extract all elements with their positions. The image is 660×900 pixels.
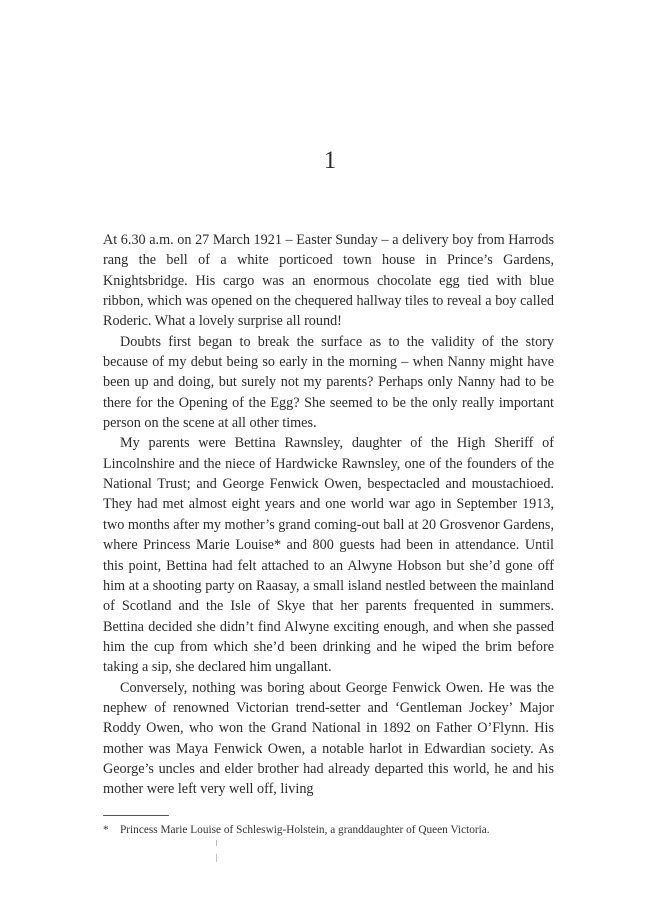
footnote-divider xyxy=(103,815,169,816)
chapter-body xyxy=(103,230,554,800)
paragraph-1: At 6.30 a.m. on 27 March 1921 – Easter Sunday – a delivery boy from Harrods rang the bell of a white porticoed town house in Prince’s Gardens, Knightsbridge. His cargo was an enormous chocolate egg tied with blue ribbon, which was opened on the chequered hallway tiles to reveal a boy called Roderic. What a lovely surprise all round! xyxy=(103,232,554,330)
footnote xyxy=(103,823,563,838)
chapter-number: 1 xyxy=(323,147,337,174)
paragraph-4: Conversely, nothing was boring about George Fenwick Owen. He was the nephew of renowned Victorian trend-setter and ‘Gentleman Jockey’ Major Roddy Owen, who won the Grand National in 1892 on Father O’Flynn. His mother was Maya Fenwick Owen, a notable harlot in Edwardian society. As George’s uncles and elder brother had already departed this world, he and his mother were left very well off, living xyxy=(103,679,554,798)
page-crease-mark xyxy=(216,840,217,880)
paragraph-3: My parents were Bettina Rawnsley, daughter of the High Sheriff of Lincolnshire and the niece of Hardwicke Rawnsley, one of the founders of the National Trust; and George Fenwick Owen, bespectacled and moustachioed. They had met almost eight years and one world war ago in September 1913, two months after my mother’s grand coming-out ball at 20 Grosvenor Gardens, where Princess Marie Louise* and 800 guests had been in attendance. Until this point, Bettina had felt attached to an Alwyne Hobson but she’d gone off him at a shooting party on Raasay, a small island nestled between the mainland of Scotland and the Isle of Skye that her parents frequented in summers. Bettina decided she didn’t find Alwyne exciting enough, and when she passed him the cup from which she’d been drinking and he wiped the brim before taking a sip, she declared him ungallant. xyxy=(103,435,554,676)
paragraph-2: Doubts first began to break the surface as to the validity of the story because of my debut being so early in the morning – when Nanny might have been up and doing, but surely not my parents? Perhaps only Nanny had to be there for the Opening of the Egg? She seemed to be the only really important person on the scene at all other times. xyxy=(103,333,554,432)
footnote-marker: * xyxy=(103,824,109,836)
footnote-text: Princess Marie Louise of Schleswig-Holstein, a granddaughter of Queen Victoria. xyxy=(120,824,490,836)
